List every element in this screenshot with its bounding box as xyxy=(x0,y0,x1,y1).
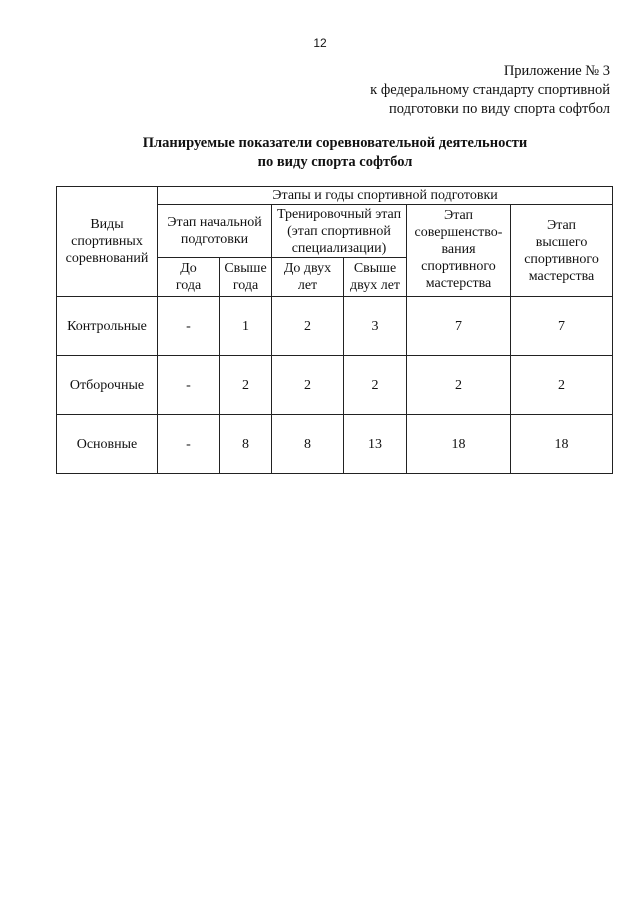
page-number: 12 xyxy=(313,36,327,50)
table-cell: 7 xyxy=(511,297,613,356)
header-initial-over-year xyxy=(220,258,272,297)
header-line: мастерства xyxy=(425,276,492,291)
header-line: специализации) xyxy=(291,240,387,256)
header-stage-higher xyxy=(511,205,613,297)
header-line: года xyxy=(232,278,259,293)
table-cell: 18 xyxy=(407,415,511,474)
appendix-line-3: подготовки по виду спорта софтбол xyxy=(389,101,610,117)
table-cell: - xyxy=(158,356,220,415)
header-stages-group: Этапы и годы спортивной подготовки xyxy=(158,187,613,205)
table-row-control xyxy=(57,297,613,356)
header-stage-improvement xyxy=(407,205,511,297)
header-stage-training xyxy=(272,205,407,258)
header-line: До xyxy=(180,261,197,276)
table-cell: 2 xyxy=(407,356,511,415)
header-line: Тренировочный этап xyxy=(276,206,402,222)
header-line: До двух xyxy=(283,261,332,276)
table-cell: 18 xyxy=(511,415,613,474)
table-cell: 2 xyxy=(272,356,344,415)
table-row-qualifying xyxy=(57,356,613,415)
appendix-note xyxy=(280,62,610,119)
header-line: совершенство- xyxy=(414,225,503,240)
row-label: Основные xyxy=(57,415,158,474)
table-cell: 8 xyxy=(220,415,272,474)
header-line: двух лет xyxy=(349,278,401,293)
header-line: Этап xyxy=(443,208,474,223)
header-competition-types xyxy=(57,187,158,297)
header-line: подготовки xyxy=(180,232,249,247)
header-line: Этап начальной xyxy=(167,215,262,230)
table-cell: 3 xyxy=(344,297,407,356)
header-line: года xyxy=(175,278,202,293)
header-line: мастерства xyxy=(528,268,595,284)
header-training-over-two-years xyxy=(344,258,407,297)
table-row-main xyxy=(57,415,613,474)
competition-indicators-table xyxy=(56,186,613,474)
row-label: Контрольные xyxy=(57,297,158,356)
table-cell: 2 xyxy=(344,356,407,415)
header-line: лет xyxy=(297,278,318,293)
header-line: высшего xyxy=(535,234,588,250)
title-line-2: по виду спорта софтбол xyxy=(257,154,413,170)
document-title xyxy=(0,134,640,172)
table-cell: 8 xyxy=(272,415,344,474)
header-line: Виды xyxy=(90,217,124,232)
header-line: соревнований xyxy=(65,251,149,266)
header-line: Этап xyxy=(546,217,577,233)
table-cell: 1 xyxy=(220,297,272,356)
appendix-line-1: Приложение № 3 xyxy=(503,63,610,79)
header-line: вания xyxy=(441,242,476,257)
header-training-upto-two-years xyxy=(272,258,344,297)
table-cell: - xyxy=(158,297,220,356)
header-line: спортивного xyxy=(524,251,599,267)
header-line: Свыше xyxy=(353,261,397,276)
table-cell: 2 xyxy=(511,356,613,415)
table-cell: 2 xyxy=(220,356,272,415)
header-line: Свыше xyxy=(224,261,267,276)
table-cell: 13 xyxy=(344,415,407,474)
header-line: (этап спортивной xyxy=(287,223,391,239)
header-line: спортивного xyxy=(421,259,496,274)
table-cell: 2 xyxy=(272,297,344,356)
header-stage-initial xyxy=(158,205,272,258)
header-line: спортивных xyxy=(71,234,143,249)
table-cell: - xyxy=(158,415,220,474)
row-label: Отборочные xyxy=(57,356,158,415)
header-initial-upto-year xyxy=(158,258,220,297)
title-line-1: Планируемые показатели соревновательной деятельности xyxy=(142,135,528,151)
table-cell: 7 xyxy=(407,297,511,356)
appendix-line-2: к федеральному стандарту спортивной xyxy=(370,82,610,98)
